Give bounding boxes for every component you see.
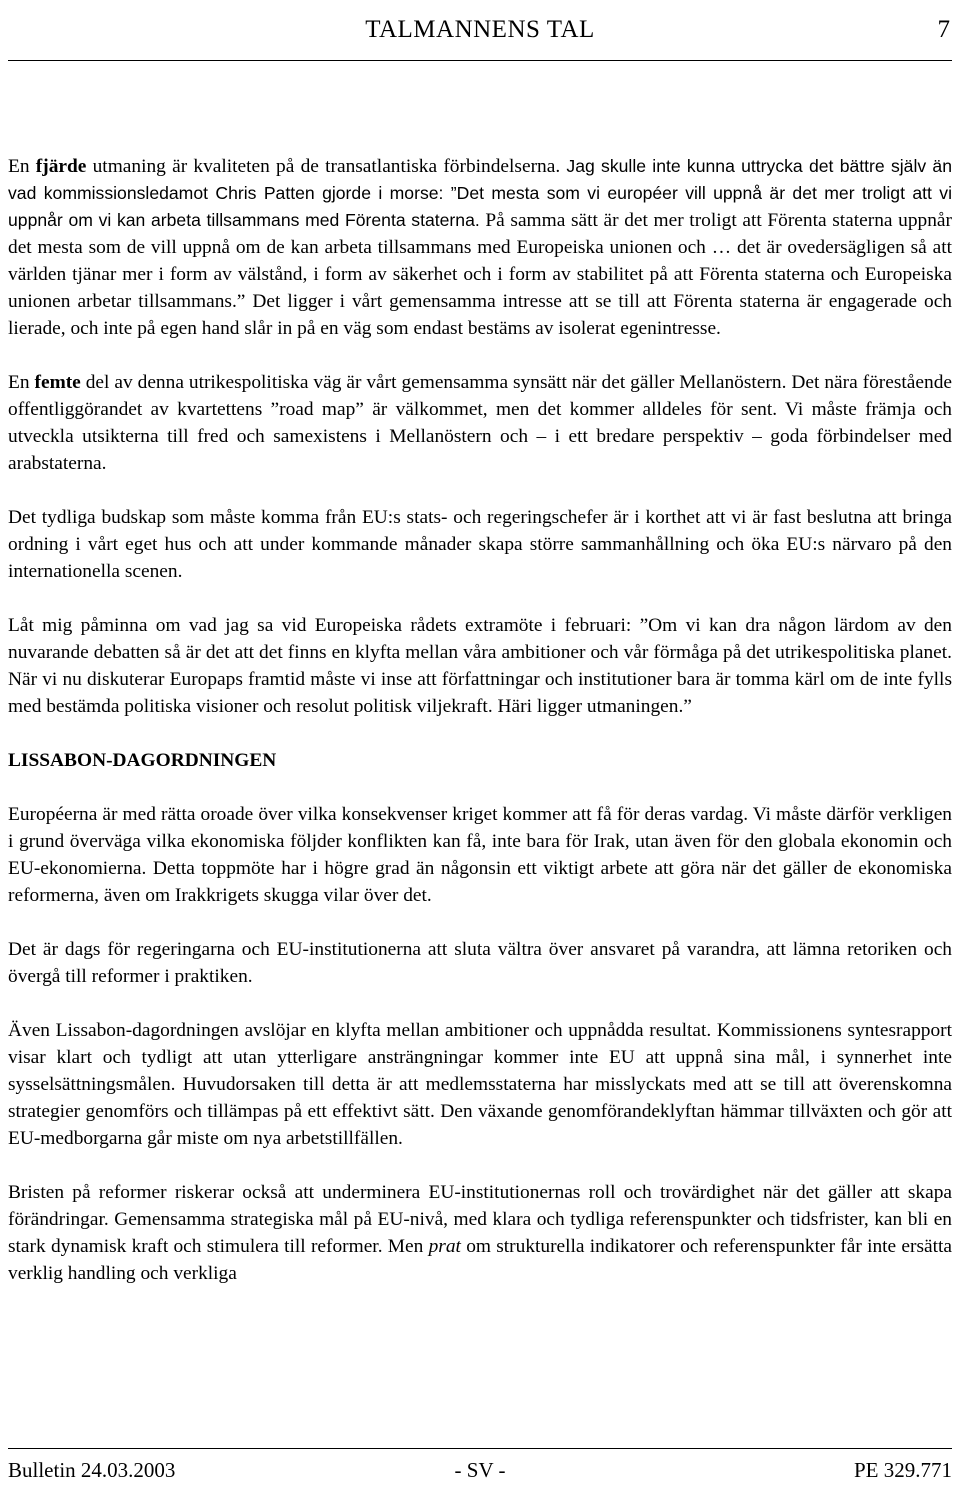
paragraph-5: Européerna är med rätta oroade över vilka konsekvenser kriget kommer att få för deras vardag. Vi måste därför verkligen i grund överväga vilka ekonomiska följder konflikten kan få, inte bara för Irak, utan även för den globala ekonomin och EU-ekonomierna. Detta toppmöte har i högre grad än någonsin ett viktigt arbete att göra när det gäller de ekonomiska reformerna, även om Irakkrigets skugga vilar över det. [8,804,952,906]
p8-italic: prat [428,1236,461,1257]
document-body [8,153,952,1314]
footer-bulletin: Bulletin 24.03.2003 [8,1458,176,1482]
p1-text-c: På samma sätt är det mer troligt att Förenta staterna uppnår det mesta som de vill uppnå om de kan arbeta tillsammans med Europeiska unionen och … det är ovedersägligen så att världen tjänar mer i form av välstånd, i form av säkerhet och i form av stabilitet på att Förenta staterna och Europeiska unionen arbetar tillsammans.” [8,210,952,312]
p1-text-b: utmaning är kvaliteten på de transatlantiska förbindelserna. [86,156,567,177]
paragraph-4: Låt mig påminna om vad jag sa vid Europeiska rådets extramöte i februari: ”Om vi kan dra någon lärdom av den nuvarande debatten så är det att det finns en klyfta mellan våra ambitioner och vår förmåga på det utrikespolitiska planet. När vi nu diskuterar Europaps framtid måste vi inse att författningar och institutioner bara är tomma kärl om de inte fylls med bestämda politiska visioner och resolut politisk viljekraft. Häri ligger utmaningen.” [8,615,952,717]
p1-quote-a: Jag skulle inte kunna uttrycka det bättre själv än vad kommissionsledamot Chris Patten gjorde i morse: ”Det mesta som vi européer vill uppnå är det mer troligt att vi uppnår om vi kan arbeta tillsammans med Förenta staterna. [8,156,952,230]
paragraph-1 [8,153,952,342]
page-footer [8,1448,952,1488]
p2-bold: femte [34,372,81,393]
page-number: 7 [937,16,950,43]
footer-language: - SV - [454,1458,506,1482]
footer-rule [8,1448,952,1449]
paragraph-6: Det är dags för regeringarna och EU-institutionerna att sluta vältra över ansvaret på varandra, att lämna retoriken och övergå till reformer i praktiken. [8,939,952,987]
p2-text-b: del av denna utrikespolitiska väg är vårt gemensamma synsätt när det gäller Mellanöstern. Det nära förestående offentliggörandet av kvartettens ”road map” är välkommet, men det kommer alldeles för sent. Vi måste främja och utveckla utsikterna till fred och samexistens i Mellanöstern och – i ett bredare perspektiv – goda förbindelser med arabstaterna. [8,372,952,474]
paragraph-7: Även Lissabon-dagordningen avslöjar en klyfta mellan ambitioner och uppnådda resultat. Kommissionens syntesrapport visar klart och tydligt att utan ytterligare ansträngningar kommer inte EU att uppnå sina mål, i synnerhet inte sysselsättningsmålen. Huvudorsaken till detta är att medlemsstaterna har misslyckats med att se till att överenskomna strategier genomförs och tillämpas på ett effektivt sätt. Den växande genomförandeklyftan hämmar tillväxten och gör att EU-medborgarna går miste om nya arbetstillfällen. [8,1020,952,1149]
p8-text-b: om strukturella indikatorer och referenspunkter får inte ersätta verklig handling och verkliga [8,1236,953,1284]
section-heading: LISSABON-DAGORDNINGEN [8,750,277,771]
page-header [8,10,952,50]
paragraph-2 [8,369,952,477]
paragraph-8 [8,1179,952,1287]
paragraph-3: Det tydliga budskap som måste komma från EU:s stats- och regeringschefer är i korthet att vi är fast beslutna att bringa ordning i vårt eget hus och att under kommande månader skapa större sammanhållning och öka EU:s närvaro på den internationella scenen. [8,507,952,582]
p1-bold: fjärde [35,156,87,177]
p8-text-a: Bristen på reformer riskerar också att underminera EU-institutionernas roll och trovärdighet när det gäller att skapa förändringar. Gemensamma strategiska mål på EU-nivå, med klara och tydliga referenspunkter och tidsfrister, kan bli en stark dynamisk kraft och stimulera till reformer. Men [8,1182,952,1257]
footer-reference: PE 329.771 [853,1458,952,1482]
p1-text-a: En [8,156,36,177]
header-title: TALMANNENS TAL [365,16,595,43]
p2-text-a: En [8,372,35,393]
header-rule [8,60,952,61]
p1-text-d: Det ligger i vårt gemensamma intresse att se till att Förenta staterna är engagerade och lierade, och inte på egen hand slår in på en väg som endast bestäms av isolerat egenintresse. [8,291,953,339]
